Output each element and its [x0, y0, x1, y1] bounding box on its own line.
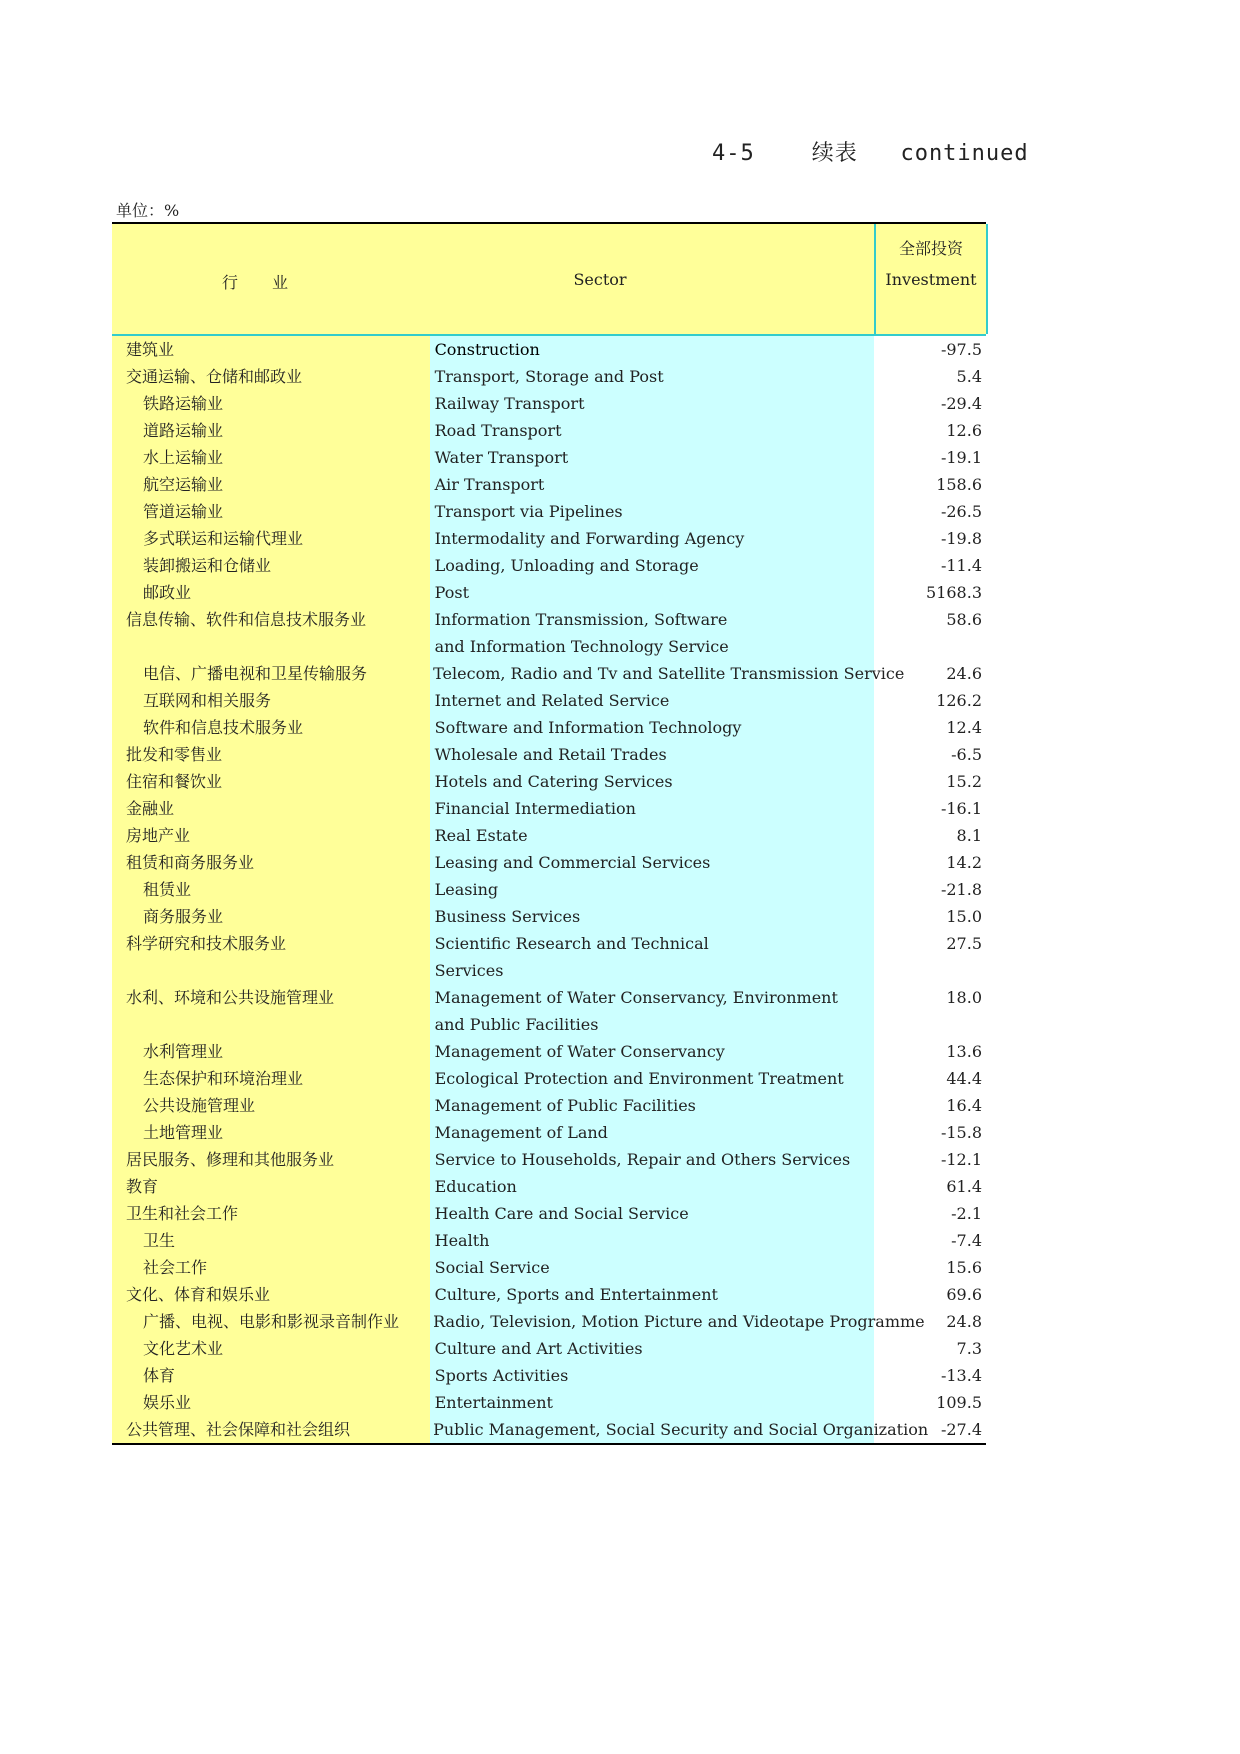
table-row	[112, 822, 986, 849]
sector-cn-cell: 文化、体育和娱乐业	[126, 1285, 271, 1304]
table-row	[112, 525, 986, 552]
sector-cn-cell: 信息传输、软件和信息技术服务业	[126, 610, 367, 629]
sector-cn-cell: 卫生和社会工作	[126, 1204, 239, 1223]
table-row	[112, 714, 986, 741]
sector-cn-cell: 水利、环境和公共设施管理业	[126, 988, 335, 1007]
sector-cn-cell: 金融业	[126, 799, 175, 818]
sector-en-line: Services	[434, 961, 504, 980]
sector-cn-cell: 铁路运输业	[143, 394, 224, 413]
investment-value-cell: 14.2	[946, 853, 982, 872]
sector-en-cell: Hotels and Catering Services	[434, 772, 673, 791]
investment-value-cell: -11.4	[940, 556, 982, 575]
sector-cn-cell: 卫生	[143, 1231, 176, 1250]
table-row	[112, 984, 986, 1038]
investment-value-cell: 158.6	[936, 475, 982, 494]
sector-cn-cell: 水利管理业	[143, 1042, 224, 1061]
investment-value-cell: 109.5	[936, 1393, 982, 1412]
sector-cn-cell: 建筑业	[126, 340, 175, 359]
sector-cn-cell: 租赁和商务服务业	[126, 853, 255, 872]
sector-en-line: Information Transmission, Software	[434, 610, 728, 629]
sector-en-cell: Internet and Related Service	[434, 691, 670, 710]
header-sector-cn: 行业	[221, 273, 322, 292]
table-row	[112, 795, 986, 822]
table-row	[112, 1092, 986, 1119]
investment-value-cell: 12.6	[946, 421, 982, 440]
sector-cn-cell: 土地管理业	[143, 1123, 224, 1142]
unit-label: 单位：%	[116, 201, 180, 220]
investment-value-cell: -16.1	[940, 799, 982, 818]
investment-value-cell: 24.6	[946, 664, 982, 683]
sector-en-cell: Real Estate	[434, 826, 528, 845]
sector-cn-cell: 体育	[143, 1366, 176, 1385]
sector-cn-cell: 居民服务、修理和其他服务业	[126, 1150, 335, 1169]
investment-value-cell: 16.4	[946, 1096, 982, 1115]
sector-cn-cell: 多式联运和运输代理业	[143, 529, 304, 548]
sector-cn-cell: 软件和信息技术服务业	[143, 718, 304, 737]
sector-en-line: Scientific Research and Technical	[434, 934, 709, 953]
investment-value-cell: 27.5	[946, 934, 982, 953]
sector-en-cell: Construction	[434, 340, 540, 359]
sector-cn-cell: 公共设施管理业	[143, 1096, 256, 1115]
table-header	[112, 222, 986, 336]
investment-value-cell: -6.5	[951, 745, 982, 764]
data-table	[112, 222, 986, 1445]
sector-en-cell: Culture, Sports and Entertainment	[434, 1285, 718, 1304]
sector-cn-cell: 房地产业	[126, 826, 191, 845]
investment-value-cell: -97.5	[940, 340, 982, 359]
header-investment-en: Investment	[885, 270, 977, 289]
sector-en-cell: Water Transport	[434, 448, 569, 467]
table-row	[112, 444, 986, 471]
table-row	[112, 876, 986, 903]
table-row	[112, 1416, 986, 1443]
table-row	[112, 903, 986, 930]
table-row	[112, 1200, 986, 1227]
sector-cn-cell: 科学研究和技术服务业	[126, 934, 287, 953]
investment-value-cell: -19.1	[940, 448, 982, 467]
sector-cn-cell: 航空运输业	[143, 475, 224, 494]
sector-cn-cell: 装卸搬运和仓储业	[143, 556, 272, 575]
sector-en-cell: Education	[434, 1177, 517, 1196]
investment-value-cell: -7.4	[951, 1231, 982, 1250]
investment-value-cell: 61.4	[946, 1177, 982, 1196]
table-row	[112, 417, 986, 444]
table-row	[112, 1173, 986, 1200]
sector-cn-cell: 住宿和餐饮业	[126, 772, 223, 791]
sector-cn-cell: 娱乐业	[143, 1393, 192, 1412]
sector-en-cell: Railway Transport	[434, 394, 585, 413]
sector-en-cell: Telecom, Radio and Tv and Satellite Transmission Service	[433, 664, 905, 683]
sector-en-cell	[431, 606, 869, 660]
investment-value-cell: 7.3	[956, 1339, 982, 1358]
table-row	[112, 1146, 986, 1173]
investment-value-cell: 13.6	[946, 1042, 982, 1061]
header-investment-cn: 全部投资	[898, 239, 963, 258]
sector-en-cell: Public Management, Social Security and Social Organization	[433, 1420, 929, 1439]
sector-cn-cell: 租赁业	[143, 880, 192, 899]
sector-en-cell: Sports Activities	[434, 1366, 569, 1385]
table-row	[112, 390, 986, 417]
table-row	[112, 1281, 986, 1308]
investment-value-cell: 5.4	[956, 367, 982, 386]
table-row	[112, 1227, 986, 1254]
sector-cn-cell: 广播、电视、电影和影视录音制作业	[143, 1312, 400, 1331]
sector-cn-cell: 管道运输业	[143, 502, 224, 521]
sector-en-cell: Transport via Pipelines	[434, 502, 623, 521]
header-sector-en: Sector	[573, 270, 627, 289]
sector-en-cell: Leasing	[434, 880, 499, 899]
table-row	[112, 552, 986, 579]
sector-en-line: Management of Water Conservancy, Environment	[434, 988, 838, 1007]
table-row	[112, 849, 986, 876]
sector-cn-cell: 道路运输业	[143, 421, 224, 440]
sector-cn-cell: 文化艺术业	[143, 1339, 224, 1358]
investment-value-cell: -29.4	[940, 394, 982, 413]
investment-value-cell: -19.8	[940, 529, 982, 548]
sector-en-cell: Financial Intermediation	[434, 799, 636, 818]
sector-cn-cell: 社会工作	[143, 1258, 208, 1277]
sector-en-cell: Social Service	[434, 1258, 550, 1277]
investment-value-cell: 126.2	[936, 691, 982, 710]
investment-value-cell: -27.4	[940, 1420, 982, 1439]
investment-value-cell: 58.6	[946, 610, 982, 629]
table-row	[112, 1362, 986, 1389]
table-row	[112, 498, 986, 525]
table-row	[112, 930, 986, 984]
sector-cn-cell: 批发和零售业	[126, 745, 223, 764]
investment-value-cell: 15.6	[946, 1258, 982, 1277]
sector-en-cell	[431, 930, 869, 984]
sector-en-cell: Entertainment	[434, 1393, 553, 1412]
table-row	[112, 1308, 986, 1335]
sector-cn-cell: 电信、广播电视和卫星传输服务	[143, 664, 368, 683]
sector-en-cell: Health Care and Social Service	[434, 1204, 689, 1223]
investment-value-cell: 12.4	[946, 718, 982, 737]
sector-en-cell	[431, 984, 869, 1038]
investment-value-cell: 15.2	[946, 772, 982, 791]
sector-en-cell: Health	[434, 1231, 490, 1250]
sector-en-cell: Loading, Unloading and Storage	[434, 556, 699, 575]
investment-value-cell: -2.1	[951, 1204, 982, 1223]
sector-en-cell: Ecological Protection and Environment Treatment	[434, 1069, 844, 1088]
investment-value-cell: 69.6	[946, 1285, 982, 1304]
investment-value-cell: 15.0	[946, 907, 982, 926]
table-body	[112, 336, 986, 1445]
investment-value-cell: 44.4	[946, 1069, 982, 1088]
table-row	[112, 579, 986, 606]
investment-value-cell: -21.8	[940, 880, 982, 899]
sector-en-cell: Air Transport	[434, 475, 545, 494]
sector-en-cell: Culture and Art Activities	[434, 1339, 643, 1358]
page-title: 4-5 续表 continued	[712, 141, 1029, 166]
sector-cn-cell: 公共管理、社会保障和社会组织	[126, 1420, 351, 1439]
table-row	[112, 1254, 986, 1281]
investment-value-cell: 18.0	[946, 988, 982, 1007]
table-row	[112, 1389, 986, 1416]
sector-en-cell: Leasing and Commercial Services	[434, 853, 711, 872]
table-row	[112, 660, 986, 687]
sector-en-cell: Management of Water Conservancy	[434, 1042, 725, 1061]
sector-cn-cell: 商务服务业	[143, 907, 224, 926]
sector-en-cell: Management of Land	[434, 1123, 608, 1142]
sector-en-cell: Road Transport	[434, 421, 562, 440]
sector-cn-cell: 互联网和相关服务	[143, 691, 272, 710]
investment-value-cell: -15.8	[940, 1123, 982, 1142]
sector-en-line: and Information Technology Service	[434, 637, 729, 656]
table-row	[112, 687, 986, 714]
sector-en-cell: Post	[434, 583, 470, 602]
sector-en-cell: Service to Households, Repair and Others Services	[434, 1150, 851, 1169]
table-row	[112, 1335, 986, 1362]
table-row	[112, 741, 986, 768]
table-row	[112, 1119, 986, 1146]
investment-value-cell: -26.5	[940, 502, 982, 521]
sector-en-cell: Management of Public Facilities	[434, 1096, 696, 1115]
table-row	[112, 471, 986, 498]
sector-en-cell: Radio, Television, Motion Picture and Videotape Programme	[433, 1312, 925, 1331]
table-row	[112, 363, 986, 390]
sector-en-cell: Transport, Storage and Post	[434, 367, 664, 386]
sector-en-cell: Wholesale and Retail Trades	[434, 745, 667, 764]
investment-value-cell: -13.4	[940, 1366, 982, 1385]
table-row	[112, 336, 986, 363]
table-row	[112, 1038, 986, 1065]
table-row	[112, 1065, 986, 1092]
investment-value-cell: -12.1	[940, 1150, 982, 1169]
sector-en-line: and Public Facilities	[434, 1015, 599, 1034]
sector-en-cell: Software and Information Technology	[434, 718, 742, 737]
sector-en-cell: Intermodality and Forwarding Agency	[434, 529, 745, 548]
investment-value-cell: 24.8	[946, 1312, 982, 1331]
sector-en-cell: Business Services	[434, 907, 581, 926]
sector-cn-cell: 教育	[126, 1177, 159, 1196]
sector-cn-cell: 交通运输、仓储和邮政业	[126, 367, 303, 386]
table-row	[112, 606, 986, 660]
investment-value-cell: 8.1	[956, 826, 982, 845]
sector-cn-cell: 水上运输业	[143, 448, 224, 467]
sector-cn-cell: 生态保护和环境治理业	[143, 1069, 304, 1088]
investment-value-cell: 5168.3	[926, 583, 982, 602]
table-row	[112, 768, 986, 795]
sector-cn-cell: 邮政业	[143, 583, 192, 602]
